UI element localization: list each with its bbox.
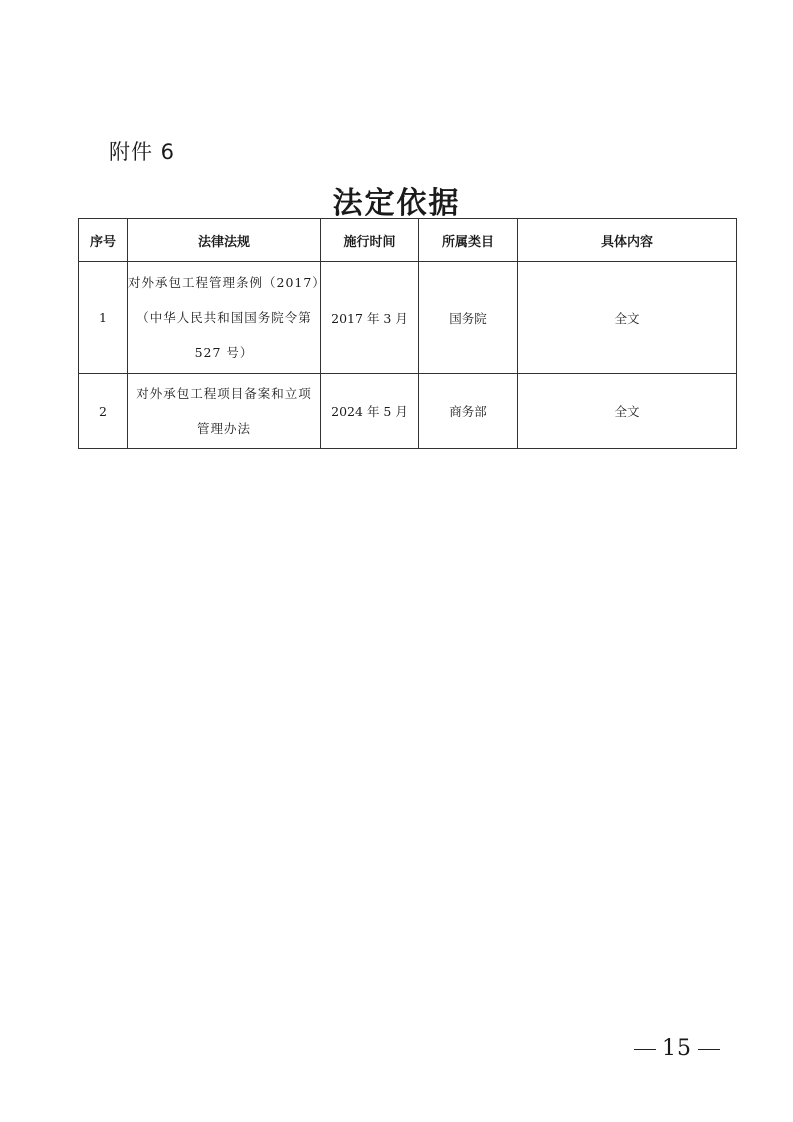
header-category: 所属类目 [419, 219, 518, 262]
dash-left [634, 1049, 656, 1050]
page-number-value: 15 [662, 1036, 692, 1061]
header-date: 施行时间 [321, 219, 419, 262]
dash-right [698, 1049, 720, 1050]
law-line: 管理办法 [196, 421, 251, 436]
cell-category: 商务部 [419, 374, 518, 449]
page-title: 法定依据 [332, 186, 461, 221]
law-line: 对外承包工程项目备案和立项 [136, 386, 312, 401]
cell-seq: 2 [79, 374, 128, 449]
cell-content: 全文 [518, 374, 737, 449]
header-seq: 序号 [79, 219, 128, 262]
law-line: 对外承包工程管理条例（2017） [128, 275, 326, 290]
cell-date: 2017 年 3 月 [321, 262, 419, 374]
cell-content: 全文 [518, 262, 737, 374]
cell-category: 国务院 [419, 262, 518, 374]
table-row [79, 262, 737, 374]
cell-law [128, 262, 326, 374]
law-line: （中华人民共和国国务院令第 [136, 310, 312, 325]
header-law: 法律法规 [128, 219, 321, 262]
cell-date: 2024 年 5 月 [321, 374, 419, 449]
law-line: 527 号） [194, 345, 254, 360]
cell-law [128, 374, 321, 449]
cell-seq: 1 [79, 262, 128, 374]
legal-basis-table [78, 218, 737, 449]
attachment-label: 附件 6 [109, 140, 176, 164]
header-content: 具体内容 [518, 219, 737, 262]
page-number [628, 1036, 726, 1061]
table-header-row [79, 219, 737, 262]
table-row [79, 374, 737, 449]
